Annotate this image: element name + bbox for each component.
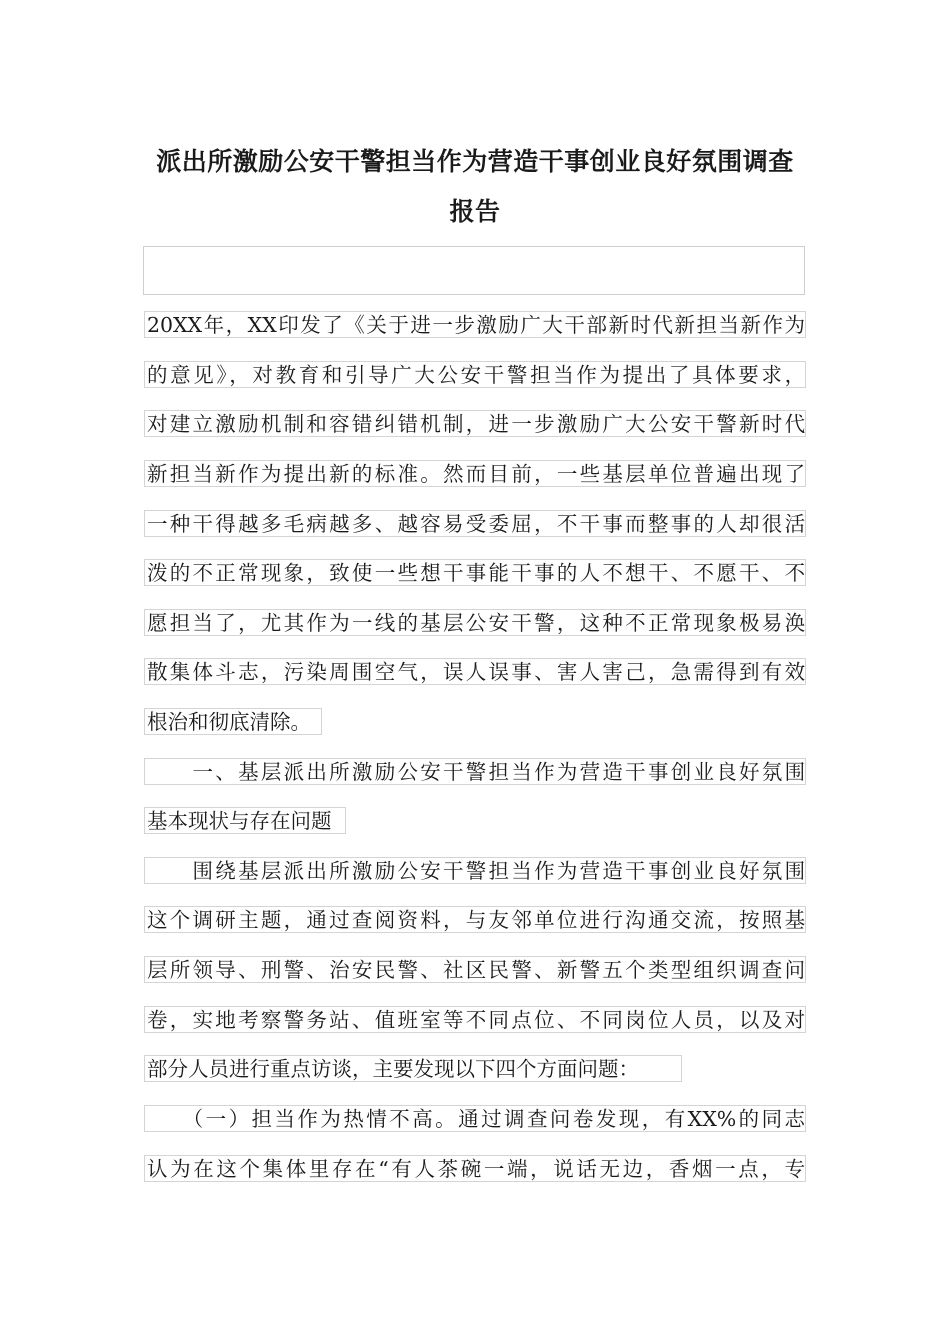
text-line: 的意见》，对教育和引导广大公安干警担当作为提出了具体要求， xyxy=(144,361,806,388)
document-title-line-1: 派出所激励公安干警担当作为营造干事创业良好氛围调查 xyxy=(156,147,794,176)
text-line: （一）担当作为热情不高。通过调查问卷发现，有XX%的同志 xyxy=(144,1105,806,1132)
text-line: 一种干得越多毛病越多、越容易受委屈，不干事而整事的人却很活 xyxy=(144,510,806,537)
text-line: 基本现状与存在问题 xyxy=(144,807,346,834)
text-line: 卷，实地考察警务站、值班室等不同点位、不同岗位人员，以及对 xyxy=(144,1006,806,1033)
text-line: 认为在这个集体里存在“有人茶碗一端，说话无边，香烟一点，专 xyxy=(144,1155,806,1182)
text-line: 散集体斗志，污染周围空气，误人误事、害人害己，急需得到有效 xyxy=(144,658,806,685)
text-line: 泼的不正常现象，致使一些想干事能干事的人不想干、不愿干、不 xyxy=(144,559,806,586)
text-line: 一、基层派出所激励公安干警担当作为营造干事创业良好氛围 xyxy=(144,758,806,785)
text-line: 对建立激励机制和容错纠错机制，进一步激励广大公安干警新时代 xyxy=(144,410,806,437)
text-line: 这个调研主题，通过查阅资料，与友邻单位进行沟通交流，按照基 xyxy=(144,906,806,933)
text-line: 层所领导、刑警、治安民警、社区民警、新警五个类型组织调查问 xyxy=(144,956,806,983)
text-line: 新担当新作为提出新的标准。然而目前，一些基层单位普遍出现了 xyxy=(144,460,806,487)
text-line: 部分人员进行重点访谈，主要发现以下四个方面问题： xyxy=(144,1055,682,1082)
text-line: 20XX年，XX印发了《关于进一步激励广大干部新时代新担当新作为 xyxy=(144,311,806,338)
document-title-line-2: 报告 xyxy=(449,197,501,226)
text-line: 围绕基层派出所激励公安干警担当作为营造干事创业良好氛围 xyxy=(144,857,806,884)
text-line: 愿担当了，尤其作为一线的基层公安干警，这种不正常现象极易涣 xyxy=(144,609,806,636)
text-line: 根治和彻底清除。 xyxy=(144,708,322,735)
